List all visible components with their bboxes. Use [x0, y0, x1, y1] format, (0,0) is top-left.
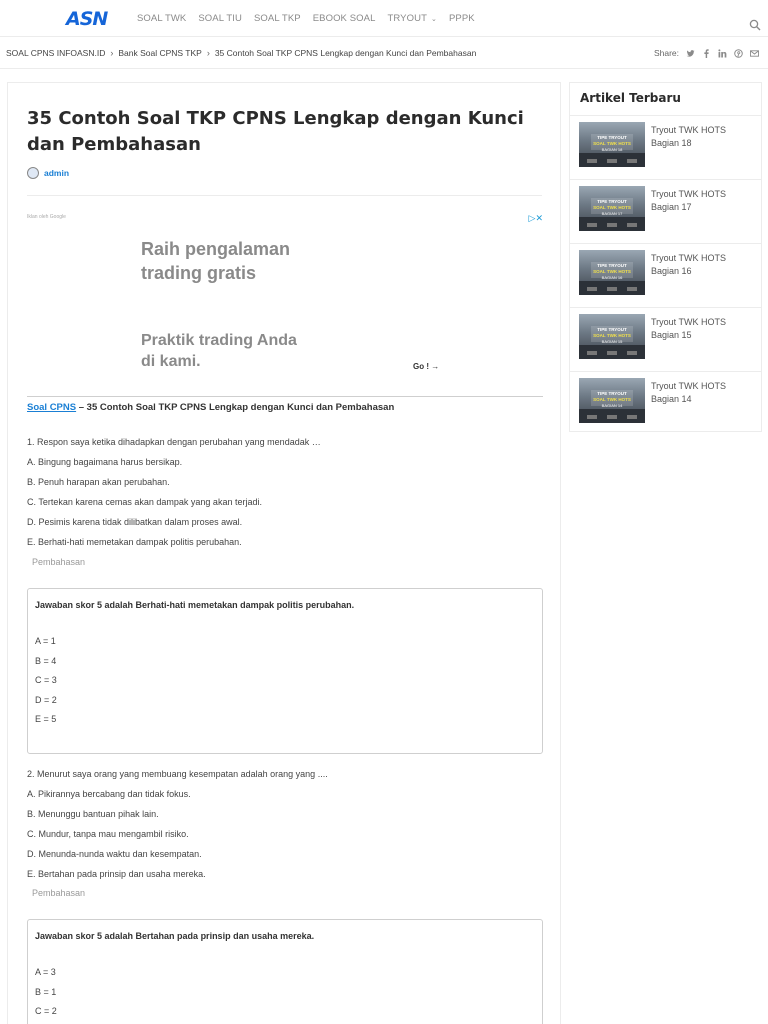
thumb-desk [607, 351, 617, 355]
article-card [7, 82, 561, 1024]
intro-text: – 35 Contoh Soal TKP CPNS Lengkap dengan Kunci dan Pembahasan [76, 402, 395, 413]
score-item: D = 2 [35, 694, 57, 705]
thumb-text: TIPE TRYOUT [597, 263, 627, 268]
answer-box [27, 919, 543, 1024]
article-intro [27, 402, 394, 413]
chevron-down-icon: ⌄ [428, 16, 437, 23]
twitter-icon[interactable] [686, 49, 695, 58]
article-thumbnail[interactable] [579, 250, 645, 295]
thumb-text: BAGIAN 18 [601, 147, 623, 152]
thumb-desk [587, 351, 597, 355]
facebook-icon[interactable] [702, 49, 711, 58]
nav-item-soal-tiu[interactable]: SOAL TIU [198, 13, 242, 24]
answer-option: E. Berhati-hati memetakan dampak politis perubahan. [27, 537, 242, 547]
answer-option: B. Penuh harapan akan perubahan. [27, 477, 170, 487]
thumb-desk [627, 159, 637, 163]
answer-option: C. Tertekan karena cemas akan dampak yang akan terjadi. [27, 497, 262, 507]
answer-option: E. Bertahan pada prinsip dan usaha mereka. [27, 869, 206, 879]
recent-article-title[interactable]: Tryout TWK HOTS Bagian 17 [651, 189, 727, 212]
thumb-text: TIPE TRYOUT [597, 135, 627, 140]
breadcrumb-category[interactable]: Bank Soal CPNS TKP [118, 48, 202, 58]
pembahasan-toggle[interactable]: Pembahasan [32, 557, 86, 567]
answer-option: A. Pikirannya bercabang dan tidak fokus. [27, 789, 191, 799]
recent-article-item[interactable] [570, 179, 761, 243]
question-block [27, 764, 547, 884]
recent-article-item[interactable] [570, 371, 761, 431]
thumb-text: TIPE TRYOUT [597, 199, 627, 204]
ad-subline: Praktik trading Anda di kami. [141, 332, 297, 370]
article-title: 35 Contoh Soal TKP CPNS Lengkap dengan Kunci dan Pembahasan [27, 108, 524, 155]
score-item: C = 2 [35, 1006, 57, 1017]
nav-item-pppk[interactable]: PPPK [448, 13, 475, 24]
thumb-text: SOAL TWK HOTS [593, 205, 631, 210]
answer-box [27, 588, 543, 754]
thumb-desk [607, 415, 617, 419]
thumb-text: SOAL TWK HOTS [593, 397, 631, 402]
chevron-right-icon: › [206, 48, 210, 58]
score-item: B = 4 [35, 655, 57, 666]
article-thumbnail[interactable] [579, 378, 645, 423]
thumb-desk [607, 287, 617, 291]
thumb-desk [627, 287, 637, 291]
advertisement[interactable] [27, 210, 543, 397]
email-icon[interactable] [750, 49, 759, 58]
nav-item-soal-twk[interactable]: SOAL TWK [137, 13, 187, 24]
recent-article-item[interactable] [570, 243, 761, 307]
ad-label: Iklan oleh Google [27, 214, 66, 220]
thumb-text: SOAL TWK HOTS [593, 141, 631, 146]
score-item: A = 1 [35, 636, 56, 646]
thumb-text: TIPE TRYOUT [597, 327, 627, 332]
recent-article-title[interactable]: Tryout TWK HOTS Bagian 14 [651, 381, 727, 404]
site-logo[interactable]: ASN [66, 8, 108, 30]
thumb-desk [627, 351, 637, 355]
nav-item-soal-tkp[interactable]: SOAL TKP [253, 13, 301, 24]
thumb-desk [607, 159, 617, 163]
sidebar-title: Artikel Terbaru [580, 91, 681, 105]
answer-head: Jawaban skor 5 adalah Berhati-hati memetakan dampak politis perubahan. [35, 600, 355, 610]
share-bar [654, 48, 759, 58]
thumb-desk [587, 287, 597, 291]
article-thumbnail[interactable] [579, 122, 645, 167]
nav-item-tryout[interactable] [387, 13, 437, 26]
thumb-text: BAGIAN 14 [601, 403, 623, 408]
answer-head: Jawaban skor 5 adalah Bertahan pada prinsip dan usaha mereka. [35, 931, 315, 941]
avatar [27, 167, 39, 179]
thumb-text: BAGIAN 16 [601, 275, 623, 280]
thumb-desk [587, 415, 597, 419]
nav-item-tryout-label: TRYOUT [387, 13, 427, 24]
answer-option: C. Mundur, tanpa mau mengambil risiko. [27, 829, 189, 839]
main-nav [137, 13, 487, 26]
thumb-desk [587, 223, 597, 227]
score-list [35, 632, 57, 730]
recent-article-item[interactable] [570, 115, 761, 179]
score-list [35, 963, 57, 1022]
thumb-desk [627, 223, 637, 227]
nav-item-ebook-soal[interactable]: EBOOK SOAL [312, 13, 376, 24]
answer-option: D. Menunda-nunda waktu dan kesempatan. [27, 849, 202, 859]
search-icon[interactable] [749, 19, 761, 31]
breadcrumb-home[interactable]: SOAL CPNS INFOASN.ID [6, 48, 106, 58]
ad-headline: Raih pengalaman trading gratis [141, 239, 291, 283]
question-text: 2. Menurut saya orang yang membuang kesempatan adalah orang yang .... [27, 769, 328, 779]
thumb-text: TIPE TRYOUT [597, 391, 627, 396]
ad-cta-button[interactable] [413, 362, 439, 371]
answer-option: A. Bingung bagaimana harus bersikap. [27, 457, 183, 467]
thumb-text: BAGIAN 17 [601, 211, 623, 216]
question-text: 1. Respon saya ketika dihadapkan dengan perubahan yang mendadak … [27, 437, 321, 447]
thumb-text: SOAL TWK HOTS [593, 269, 631, 274]
divider [27, 195, 542, 196]
linkedin-icon[interactable] [718, 49, 727, 58]
recent-article-title[interactable]: Tryout TWK HOTS Bagian 16 [651, 253, 727, 276]
answer-option: D. Pesimis karena tidak dilibatkan dalam proses awal. [27, 517, 243, 527]
article-thumbnail[interactable] [579, 314, 645, 359]
arrow-right-icon: → [431, 362, 440, 371]
recent-article-item[interactable] [570, 307, 761, 371]
ad-cta-label: Go ! [413, 362, 429, 371]
thumb-desk [607, 223, 617, 227]
thumb-text: SOAL TWK HOTS [593, 333, 631, 338]
ad-choices-icon[interactable]: ▷✕ [528, 213, 543, 223]
pembahasan-toggle[interactable]: Pembahasan [32, 888, 86, 898]
author-name[interactable]: admin [44, 168, 70, 178]
sidebar-recent-articles [569, 82, 762, 432]
recent-article-title[interactable]: Tryout TWK HOTS Bagian 15 [651, 317, 727, 340]
score-item: C = 3 [35, 675, 57, 686]
share-label: Share: [653, 48, 679, 58]
author-meta [27, 167, 69, 179]
soal-cpns-link[interactable]: Soal CPNS [27, 402, 77, 413]
thumb-text: BAGIAN 15 [601, 339, 623, 344]
pinterest-icon[interactable] [734, 49, 743, 58]
question-block [27, 432, 547, 552]
thumb-desk [627, 415, 637, 419]
score-item: E = 5 [35, 714, 57, 725]
answer-option: B. Menunggu bantuan pihak lain. [27, 809, 159, 819]
breadcrumb [6, 48, 476, 58]
recent-article-title[interactable]: Tryout TWK HOTS Bagian 18 [651, 125, 727, 148]
article-thumbnail[interactable] [579, 186, 645, 231]
breadcrumb-bar [0, 38, 768, 69]
thumb-desk [587, 159, 597, 163]
score-item: B = 1 [35, 986, 57, 997]
chevron-right-icon: › [110, 48, 114, 58]
score-item: A = 3 [35, 967, 56, 977]
breadcrumb-current: 35 Contoh Soal TKP CPNS Lengkap dengan Kunci dan Pembahasan [214, 48, 477, 58]
top-navbar [0, 0, 768, 37]
